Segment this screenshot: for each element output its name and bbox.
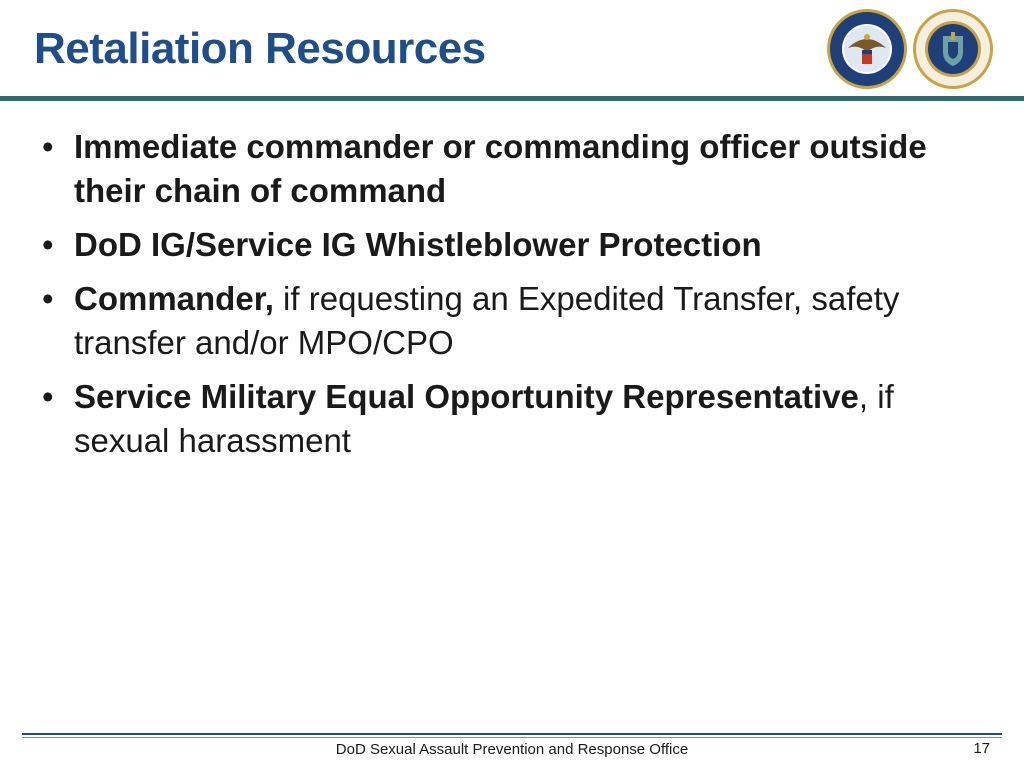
bullet-dot-icon: •: [42, 378, 54, 415]
page-number: 17: [973, 740, 990, 757]
bullet-dot-icon: •: [42, 280, 54, 317]
dod-seal-icon: [826, 8, 908, 90]
bullet-bold-text: Commander,: [74, 280, 274, 317]
bullet-text: , if sexual harassment: [74, 378, 894, 459]
bullet-text: if requesting an Expedited Transfer, safety transfer and/or MPO/CPO: [74, 280, 900, 361]
bullet-dot-icon: •: [42, 128, 54, 165]
title-rule: [0, 96, 1024, 101]
bullet-bold-text: Immediate commander or commanding officer outside their chain of command: [74, 128, 927, 209]
bullet-item: [40, 277, 940, 365]
bullet-item: [40, 223, 940, 267]
bullet-bold-text: DoD IG/Service IG Whistleblower Protection: [74, 226, 762, 263]
footer-rule-bottom: [22, 737, 1002, 738]
bullet-list: [40, 125, 940, 473]
sapro-seal-icon: [912, 8, 994, 90]
bullet-item: [40, 125, 940, 213]
bullet-item: [40, 375, 940, 463]
footer-text: DoD Sexual Assault Prevention and Response Office: [335, 741, 689, 758]
bullet-dot-icon: •: [42, 226, 54, 263]
footer-rule-top: [22, 733, 1002, 735]
slide-title: Retaliation Resources: [34, 24, 486, 73]
bullet-bold-text: Service Military Equal Opportunity Representative: [74, 378, 859, 415]
